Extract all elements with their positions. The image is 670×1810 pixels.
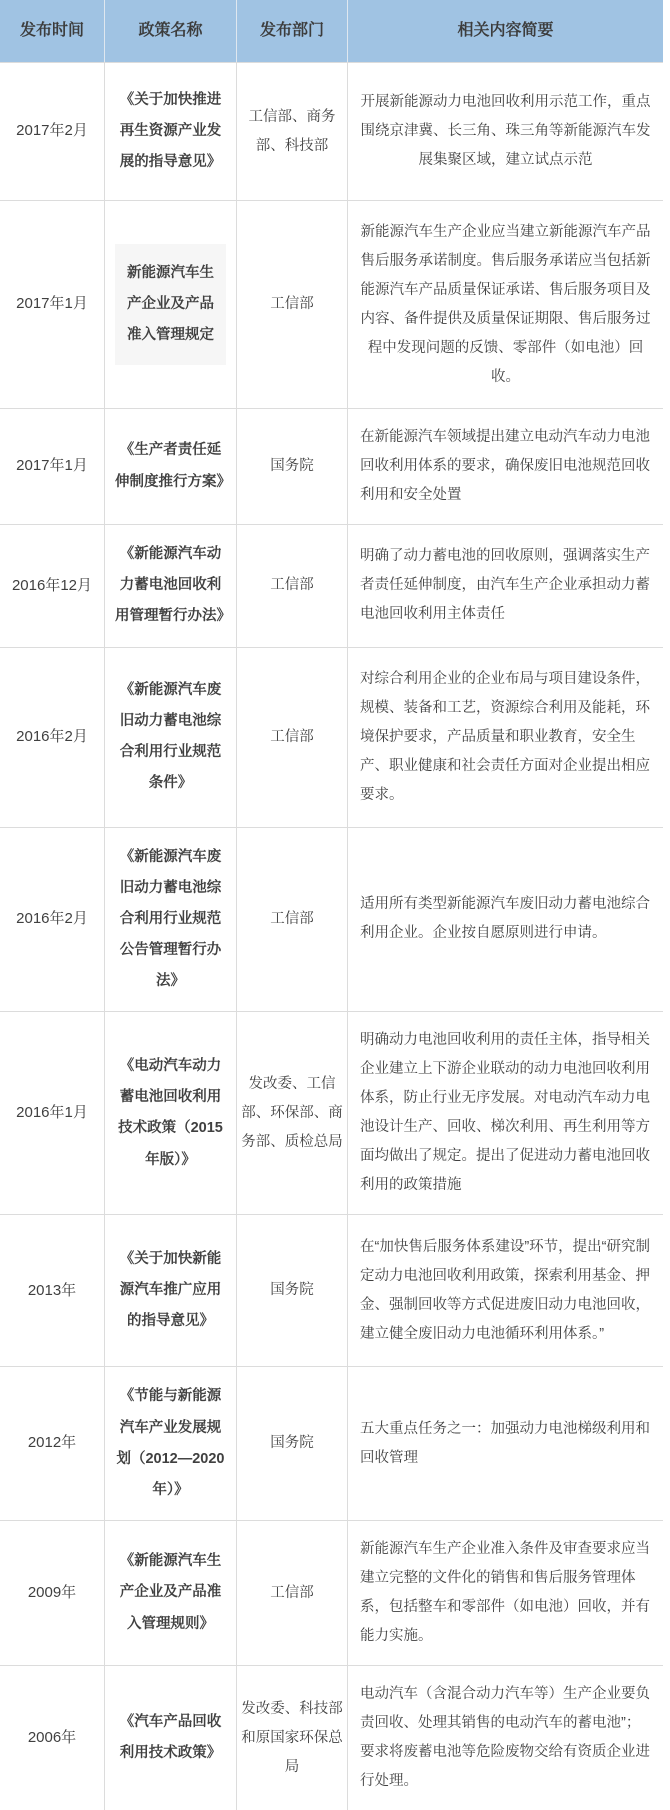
cell-publish-time: 2013年 bbox=[0, 1215, 105, 1366]
cell-publish-time: 2016年1月 bbox=[0, 1012, 105, 1214]
cell-policy-name bbox=[105, 828, 237, 1012]
table-row bbox=[0, 1011, 663, 1214]
policy-name-text: 《汽车产品回收利用技术政策》 bbox=[119, 1713, 222, 1762]
cell-publish-dept: 工信部 bbox=[237, 201, 348, 408]
policy-name-text: 《新能源汽车废旧动力蓄电池综合利用行业规范条件》 bbox=[119, 681, 222, 792]
table-row bbox=[0, 62, 663, 200]
cell-publish-time: 2016年12月 bbox=[0, 525, 105, 647]
cell-publish-time: 2016年2月 bbox=[0, 828, 105, 1012]
table-row bbox=[0, 524, 663, 647]
cell-content-summary: 在“加快售后服务体系建设”环节，提出“研究制定动力电池回收利用政策，探索利用基金、押金、强制回收等方式促进废旧动力电池回收，建立健全废旧动力电池循环利用体系。” bbox=[360, 1238, 650, 1342]
header-content-summary: 相关内容简要 bbox=[457, 22, 554, 40]
table-row bbox=[0, 200, 663, 408]
policy-name-text: 《关于加快新能源汽车推广应用的指导意见》 bbox=[119, 1251, 222, 1330]
cell-publish-dept: 发改委、工信部、环保部、商务部、质检总局 bbox=[237, 1012, 348, 1214]
policy-name-text: 《新能源汽车动力蓄电池回收利用管理暂行办法》 bbox=[115, 546, 231, 625]
policy-name-text: 新能源汽车生产企业及产品准入管理规定 bbox=[115, 244, 226, 366]
cell-content-summary: 开展新能源动力电池回收利用示范工作，重点围绕京津冀、长三角、珠三角等新能源汽车发展集聚区域，建立试点示范 bbox=[360, 94, 651, 168]
policy-name-text: 《生产者责任延伸制度推行方案》 bbox=[115, 442, 231, 490]
cell-policy-name bbox=[105, 1012, 237, 1214]
cell-policy-name bbox=[105, 409, 237, 524]
policy-name-text: 《新能源汽车废旧动力蓄电池综合利用行业规范公告管理暂行办法》 bbox=[119, 848, 222, 990]
cell-content-summary: 电动汽车（含混合动力汽车等）生产企业要负责回收、处理其销售的电动汽车的蓄电池”；要求将废蓄电池等危险废物交给有资质企业进行处理。 bbox=[360, 1686, 650, 1790]
policy-name-text: 《节能与新能源汽车产业发展规划（2012—2020年）》 bbox=[116, 1388, 225, 1498]
table-row bbox=[0, 1520, 663, 1665]
table-row bbox=[0, 1665, 663, 1810]
header-publish-dept: 发布部门 bbox=[237, 0, 348, 62]
table-row bbox=[0, 408, 663, 524]
table-row bbox=[0, 1366, 663, 1520]
cell-publish-dept: 工信部 bbox=[237, 525, 348, 647]
cell-content-summary: 适用所有类型新能源汽车废旧动力蓄电池综合利用企业。企业按自愿原则进行申请。 bbox=[360, 896, 650, 942]
cell-policy-name bbox=[105, 1666, 237, 1810]
cell-content-summary: 新能源汽车生产企业应当建立新能源汽车产品售后服务承诺制度。售后服务承诺应当包括新能源汽车产品质量保证承诺、售后服务项目及内容、备件提供及质量保证期限、售后服务过程中发现问题的反馈、零部件（如电池）回收。 bbox=[360, 223, 651, 385]
table-body bbox=[0, 62, 663, 1810]
cell-policy-name bbox=[105, 525, 237, 647]
cell-policy-name bbox=[105, 648, 237, 827]
cell-publish-time: 2016年2月 bbox=[0, 648, 105, 827]
cell-publish-time: 2012年 bbox=[0, 1367, 105, 1520]
cell-policy-name bbox=[105, 1215, 237, 1366]
header-policy-name: 政策名称 bbox=[105, 0, 237, 62]
cell-publish-dept: 工信部、商务部、科技部 bbox=[237, 63, 348, 200]
header-publish-time: 发布时间 bbox=[0, 0, 105, 62]
cell-content-summary: 在新能源汽车领域提出建立电动汽车动力电池回收利用体系的要求，确保废旧电池规范回收利用和安全处置 bbox=[360, 429, 650, 503]
cell-publish-dept: 国务院 bbox=[237, 1367, 348, 1520]
cell-publish-dept: 国务院 bbox=[237, 409, 348, 524]
cell-publish-time: 2009年 bbox=[0, 1521, 105, 1665]
cell-publish-time: 2017年1月 bbox=[0, 201, 105, 408]
cell-policy-name bbox=[105, 1521, 237, 1665]
cell-publish-dept: 国务院 bbox=[237, 1215, 348, 1366]
cell-content-summary: 新能源汽车生产企业准入条件及审查要求应当建立完整的文件化的销售和售后服务管理体系，包括整车和零部件（如电池）回收，并有能力实施。 bbox=[360, 1541, 650, 1645]
table-row bbox=[0, 827, 663, 1012]
cell-publish-dept: 发改委、科技部和原国家环保总局 bbox=[237, 1666, 348, 1810]
cell-policy-name bbox=[105, 1367, 237, 1520]
cell-content-summary: 明确动力电池回收利用的责任主体，指导相关企业建立上下游企业联动的动力电池回收利用体系，防止行业无序发展。对电动汽车动力电池设计生产、回收、梯次利用、再生利用等方面均做出了规定。提出了促进动力蓄电池回收利用的政策措施 bbox=[360, 1032, 650, 1194]
table-row bbox=[0, 647, 663, 827]
cell-policy-name bbox=[105, 201, 237, 408]
policy-name-text: 《电动汽车动力蓄电池回收利用技术政策（2015年版）》 bbox=[118, 1058, 223, 1168]
policy-name-text: 《新能源汽车生产企业及产品准入管理规则》 bbox=[119, 1553, 222, 1632]
cell-publish-time: 2017年1月 bbox=[0, 409, 105, 524]
cell-publish-time: 2017年2月 bbox=[0, 63, 105, 200]
cell-publish-dept: 工信部 bbox=[237, 648, 348, 827]
cell-content-summary: 五大重点任务之一：加强动力电池梯级利用和回收管理 bbox=[360, 1420, 650, 1466]
cell-content-summary: 对综合利用企业的企业布局与项目建设条件，规模、装备和工艺，资源综合利用及能耗，环境保护要求，产品质量和职业教育，安全生产、职业健康和社会责任方面对企业提出相应要求。 bbox=[360, 670, 650, 803]
cell-publish-dept: 工信部 bbox=[237, 828, 348, 1012]
table-header bbox=[0, 0, 663, 62]
cell-publish-dept: 工信部 bbox=[237, 1521, 348, 1665]
cell-publish-time: 2006年 bbox=[0, 1666, 105, 1810]
cell-policy-name bbox=[105, 63, 237, 200]
cell-content-summary: 明确了动力蓄电池的回收原则，强调落实生产者责任延伸制度，由汽车生产企业承担动力蓄电池回收利用主体责任 bbox=[360, 548, 650, 623]
policy-name-text: 《关于加快推进再生资源产业发展的指导意见》 bbox=[119, 91, 222, 171]
table-row bbox=[0, 1214, 663, 1366]
